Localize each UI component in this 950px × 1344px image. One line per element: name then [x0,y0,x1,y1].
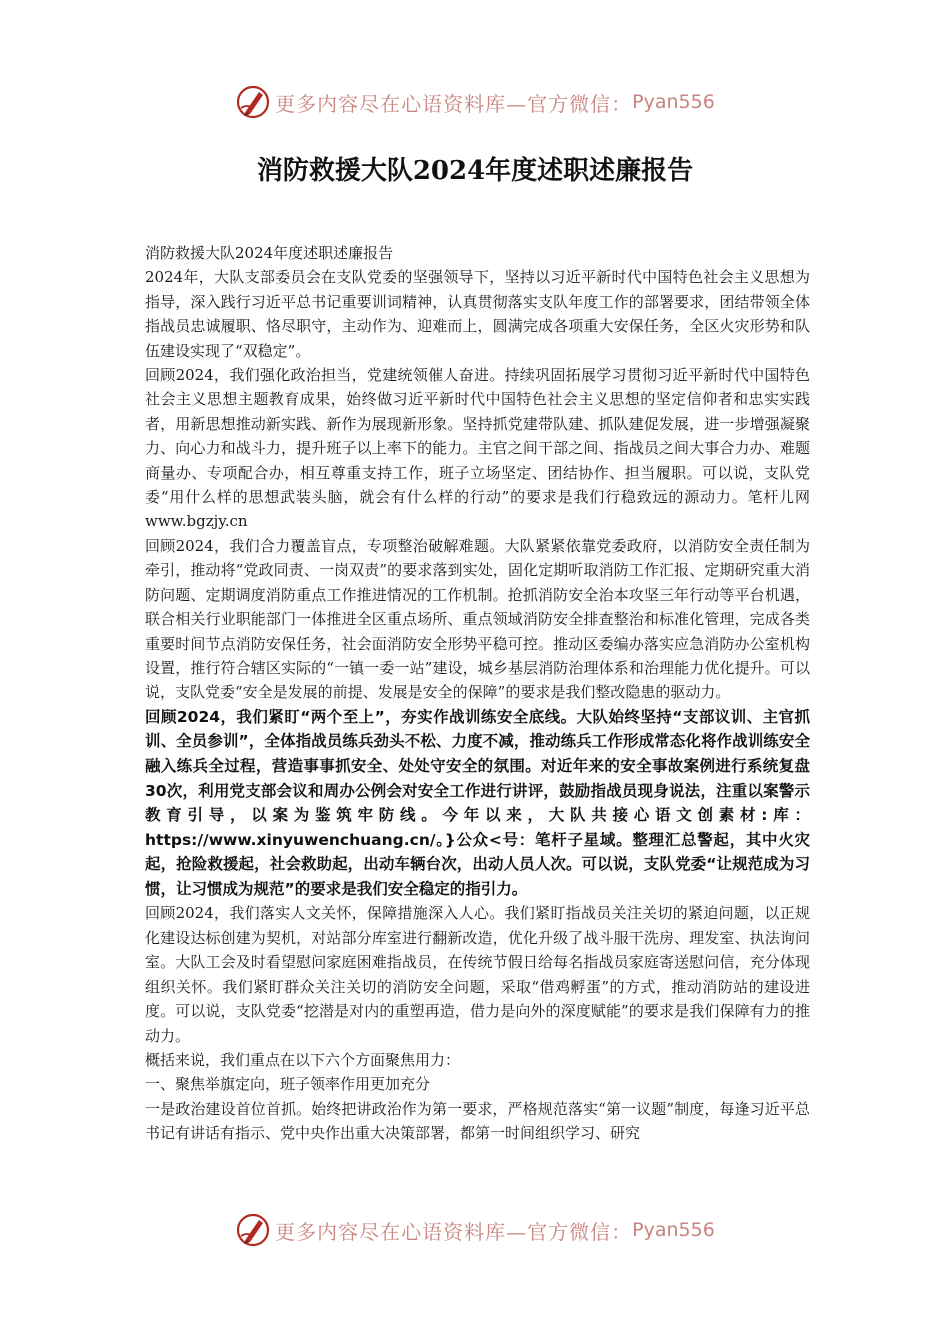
paragraph-political-leadership: 回顾2024，我们强化政治担当，党建统领催人奋进。持续巩固拓展学习贯彻习近平新时代中国特色社会主义思想主题教育成果，始终做习近平新时代中国特色社会主义思想的坚定信仰者和忠实实践者，用新思想推动新实践、新作为展现新形象。坚持抓党建带队建、抓队建促发展，进一步增强凝聚力、向心力和战斗力，提升班子以上率下的能力。主官之间干部之间、指战员之间大事合力办、难题商量办、专项配合办，相互尊重支持工作，班子立场坚定、团结协作、担当履职。可以说，支队党委“用什么样的思想武装头脑，就会有什么样的行动”的要求是我们行稳致远的源动力。笔杆儿网www.bgzjy.cn [145,366,810,531]
fountain-pen-icon [235,84,271,120]
fountain-pen-icon [235,1212,271,1248]
document-title: 消防救援大队2024年度述职述廉报告 [256,156,694,186]
paragraph-special-rectification: 回顾2024，我们合力覆盖盲点，专项整治破解难题。大队紧紧依靠党委政府，以消防安全责任制为牵引，推动将“党政同责、一岗双责”的要求落到实处，固化定期听取消防工作汇报、定期研究重大消防问题、定期调度消防重点工作推进情况的工作机制。抢抓消防安全治本攻坚三年行动等平台机遇，联合相关行业职能部门一体推进全区重点场所、重点领域消防安全排查整治和标准化管理，完成各类重要时间节点消防安保任务，社会面消防安全形势平稳可控。推动区委编办落实应急消防办公室机构设置，推行符合辖区实际的“一镇一委一站”建设，城乡基层消防治理体系和治理能力优化提升。可以说，支队党委“安全是发展的前提、发展是安全的保障”的要求是我们整改隐患的驱动力。 [145,536,810,702]
watermark-banner-top [0,82,950,122]
paragraph-intro: 2024年，大队支部委员会在支队党委的坚强领导下，坚持以习近平新时代中国特色社会主义思想为指导，深入践行习近平总书记重要训词精神，认真贯彻落实支队年度工作的部署要求，团结带领全体指战员忠诚履职、恪尽职守，主动作为、迎难而上，圆满完成各项重大安保任务，全区火灾形势和队伍建设实现了“双稳定”。 [145,268,810,360]
paragraph-training-safety: 回顾2024，我们紧盯“两个至上”，夯实作战训练安全底线。大队始终坚持“支部议训、主官抓训、全员参训”，全体指战员练兵劲头不松、力度不减，推动练兵工作形成常态化将作战训练安全融入练兵全过程，营造事事抓安全、处处守安全的氛围。对近年来的安全事故案例进行系统复盘30次，利用党支部会议和周办公例会对安全工作进行讲评，鼓励指战员现身说法，注重以案警示教育引导，以案为鉴筑牢防线。今年以来，大队共接心语文创素材:库：https://www.xinyuwenchuang.cn/。}公众<号：笔杆子星域。整理汇总警起，其中火灾起，抢险救援起，社会救助起，出动车辆台次，出动人员人次。可以说，支队党委“让规范成为习惯，让习惯成为规范”的要求是我们安全稳定的指引力。 [145,707,810,898]
body-subtitle: 消防救援大队2024年度述职述廉报告 [145,244,394,262]
document-body [145,241,810,1191]
paragraph-political-construction: 一是政治建设首位首抓。始终把讲政治作为第一要求，严格规范落实“第一议题”制度，每逢习近平总书记有讲话有指示、党中央作出重大决策部署，都第一时间组织学习、研究 [145,1099,810,1143]
watermark-banner-bottom [0,1210,950,1250]
paragraph-humanistic-care: 回顾2024，我们落实人文关怀，保障措施深入人心。我们紧盯指战员关注关切的紧迫问题，以正规化建设达标创建为契机，对站部分库室进行翻新改造，优化升级了战斗服干洗房、理发室、执法询问室。大队工会及时看望慰问家庭困难指战员，在传统节假日给每名指战员家庭寄送慰问信，充分体现组织关怀。我们紧盯群众关注关切的消防安全问题，采取“借鸡孵蛋”的方式，推动消防站的建设进度。可以说，支队党委“挖潜是对内的重塑再造，借力是向外的深度赋能”的要求是我们保障有力的推动力。 [145,904,810,1045]
watermark-wechat-id: Pyan556 [632,1219,715,1241]
watermark-text: 更多内容尽在心语资料库—官方微信： [275,91,633,116]
watermark-text: 更多内容尽在心语资料库—官方微信： [275,1219,633,1244]
watermark-wechat-id: Pyan556 [632,91,715,113]
paragraph-summary: 概括来说，我们重点在以下六个方面聚焦用力： [145,1050,461,1069]
section-heading-1: 一、聚焦举旗定向，班子领率作用更加充分 [145,1075,431,1094]
